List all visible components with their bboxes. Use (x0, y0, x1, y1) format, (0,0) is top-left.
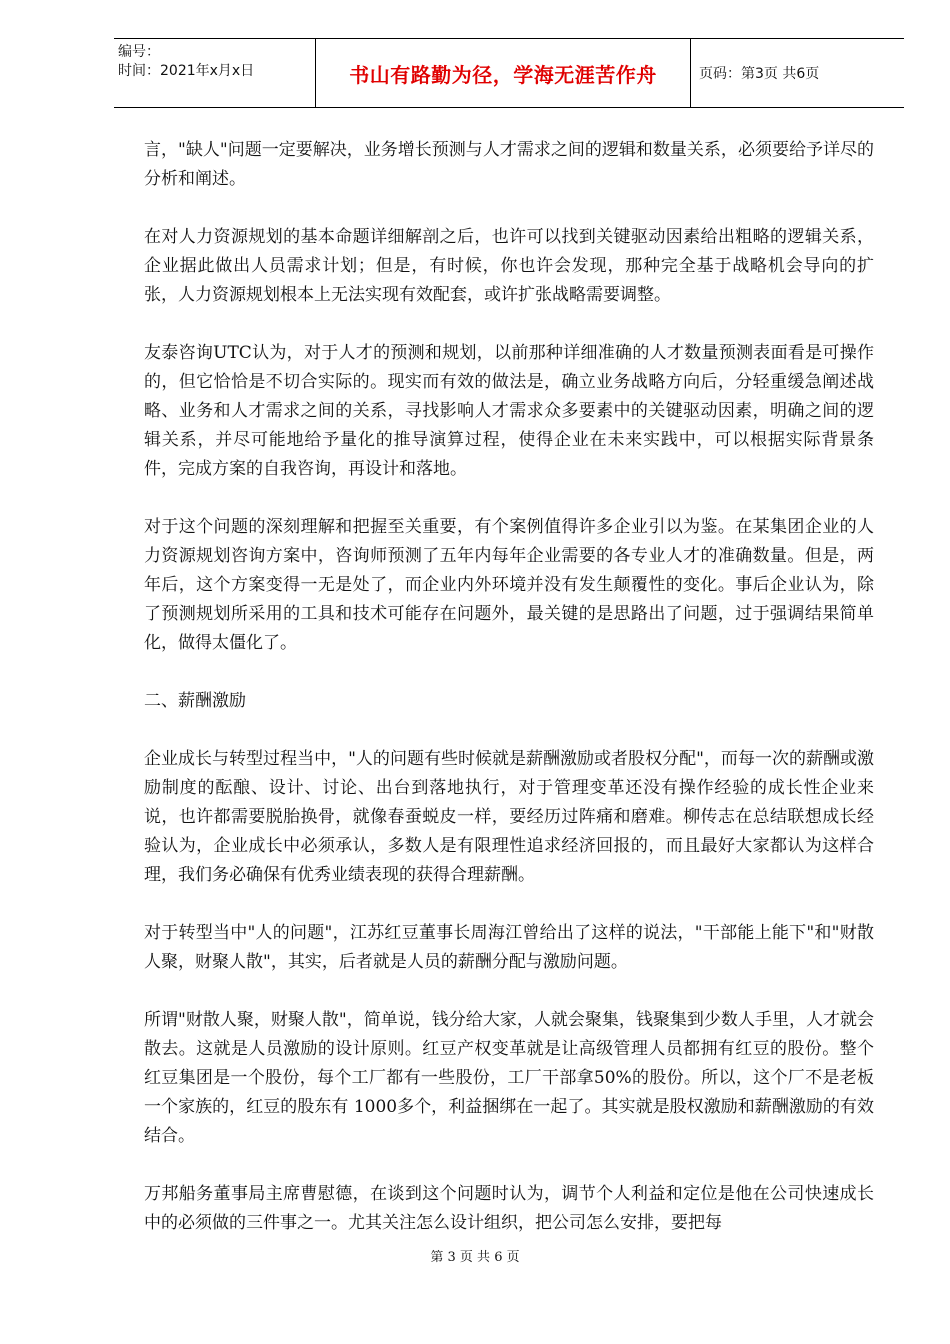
paragraph: 友泰咨询UTC认为，对于人才的预测和规划，以前那种详细准确的人才数量预测表面看是可操作的，但它恰恰是不切合实际的。现实而有效的做法是，确立业务战略方向后，分轻重缓急阐述战略、业务和人才需求之间的关系，寻找影响人才需求众多要素中的关键驱动因素，明确之间的逻辑关系，并尽可能地给予量化的推导演算过程，使得企业在未来实践中，可以根据实际背景条件，完成方案的自我咨询，再设计和落地。 (144, 343, 874, 479)
header-meta-cell (114, 39, 316, 108)
time-label: 时间：2021年x月x日 (118, 63, 255, 79)
paragraph: 在对人力资源规划的基本命题详细解剖之后，也许可以找到关键驱动因素给出粗略的逻辑关系，企业据此做出人员需求计划；但是，有时候，你也许会发现，那种完全基于战略机会导向的扩张，人力资源规划根本上无法实现有效配套，或许扩张战略需要调整。 (144, 227, 874, 305)
page-label: 页码：第3页 共6页 (699, 66, 820, 82)
paragraph: 所谓"财散人聚，财聚人散"，简单说，钱分给大家，人就会聚集，钱聚集到少数人手里，人才就会散去。这就是人员激励的设计原则。红豆产权变革就是让高级管理人员都拥有红豆的股份。整个红豆集团是一个股份，每个工厂都有一些股份，工厂干部拿50%的股份。所以，这个厂不是老板一个家族的，红豆的股东有 1000多个，利益捆绑在一起了。其实就是股权激励和薪酬激励的有效结合。 (144, 1010, 874, 1146)
section-heading: 二、薪酬激励 (144, 691, 246, 711)
paragraph: 对于转型当中"人的问题"，江苏红豆董事长周海江曾给出了这样的说法，"干部能上能下"和"财散人聚，财聚人散"，其实，后者就是人员的薪酬分配与激励问题。 (144, 923, 874, 972)
header-motto-cell (316, 39, 691, 108)
paragraph: 企业成长与转型过程当中，"人的问题有些时候就是薪酬激励或者股权分配"，而每一次的薪酬或激励制度的酝酿、设计、讨论、出台到落地执行，对于管理变革还没有操作经验的成长性企业来说，也许都需要脱胎换骨，就像春蚕蜕皮一样，要经历过阵痛和磨难。柳传志在总结联想成长经验认为，企业成长中必须承认，多数人是有限理性追求经济回报的，而且最好大家都认为这样合理，我们务必确保有优秀业绩表现的获得合理薪酬。 (144, 749, 874, 885)
code-label: 编号： (118, 44, 160, 60)
page-footer (0, 1246, 950, 1265)
document-header (114, 38, 904, 108)
document-body (144, 136, 874, 1267)
motto-text: 书山有路勤为径，学海无涯苦作舟 (349, 62, 657, 87)
footer-page-number: 第 3 页 共 6 页 (430, 1250, 520, 1265)
header-page-cell (691, 39, 905, 108)
paragraph: 对于这个问题的深刻理解和把握至关重要，有个案例值得许多企业引以为鉴。在某集团企业的人力资源规划咨询方案中，咨询师预测了五年内每年企业需要的各专业人才的准确数量。但是，两年后，这个方案变得一无是处了，而企业内外环境并没有发生颠覆性的变化。事后企业认为，除了预测规划所采用的工具和技术可能存在问题外，最关键的是思路出了问题，过于强调结果简单化，做得太僵化了。 (144, 517, 874, 653)
paragraph: 万邦船务董事局主席曹慰德，在谈到这个问题时认为，调节个人利益和定位是他在公司快速成长中的必须做的三件事之一。尤其关注怎么设计组织，把公司怎么安排，要把每 (144, 1184, 874, 1233)
paragraph: 言，"缺人"问题一定要解决，业务增长预测与人才需求之间的逻辑和数量关系，必须要给予详尽的分析和阐述。 (144, 140, 874, 189)
